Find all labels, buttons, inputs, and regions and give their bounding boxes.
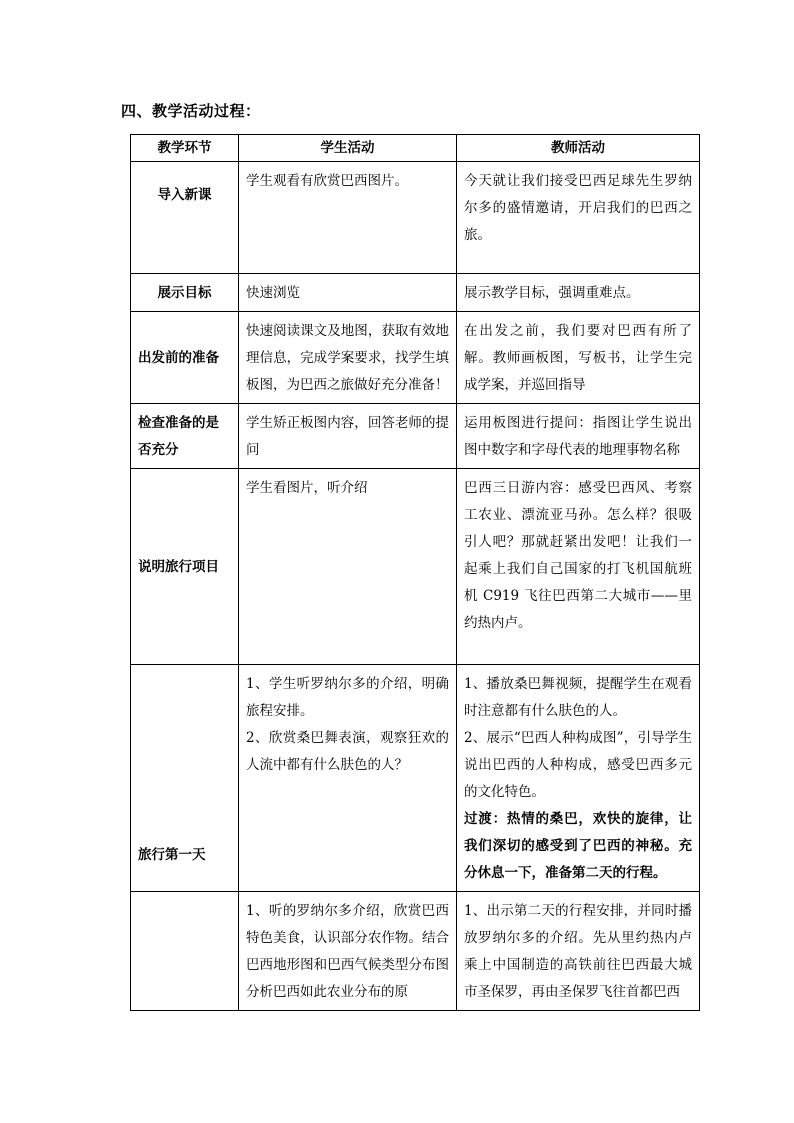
- teacher-activity-text: 今天就让我们接受巴西足球先生罗纳尔多的盛情邀请，开启我们的巴西之旅。: [464, 173, 692, 243]
- student-activity-cell: [239, 469, 457, 665]
- header-student-activity: 学生活动: [239, 135, 457, 162]
- teacher-activity-cell: [457, 274, 700, 312]
- table-row: [131, 665, 700, 892]
- student-activity-text: 2、欣赏桑巴舞表演，观察狂欢的人流中都有什么肤色的人？: [246, 730, 449, 773]
- table-row: [131, 892, 700, 1011]
- stage-cell: 检查准备的是否充分: [131, 404, 239, 469]
- teacher-activity-cell: [457, 162, 700, 274]
- teaching-process-table: [130, 134, 700, 1011]
- teacher-activity-text: 2、展示“巴西人种构成图”，引导学生说出巴西的人种构成，感受巴西多元的文化特色。: [464, 730, 692, 800]
- student-activity-cell: [239, 665, 457, 892]
- stage-cell: 说明旅行项目: [131, 469, 239, 665]
- student-activity-text: 学生看图片，听介绍: [246, 480, 368, 496]
- section-title: 四、教学活动过程：: [121, 102, 261, 120]
- table-row: [131, 312, 700, 404]
- table-row: [131, 404, 700, 469]
- teacher-activity-cell: [457, 404, 700, 469]
- table-row: [131, 162, 700, 274]
- table-header-row: [131, 135, 700, 162]
- stage-cell: 导入新课: [131, 162, 239, 274]
- transition-text: 过渡：热情的桑巴，欢快的旋律，让我们深切的感受到了巴西的神秘。充分休息一下，准备第二天的行程。: [464, 811, 692, 881]
- stage-cell: 展示目标: [131, 274, 239, 312]
- table-row: [131, 274, 700, 312]
- student-activity-text: 学生观看有欣赏巴西图片。: [246, 173, 408, 189]
- teacher-activity-cell: [457, 469, 700, 665]
- student-activity-text: 快速浏览: [246, 285, 300, 301]
- student-activity-text: 1、学生听罗纳尔多的介绍，明确旅程安排。: [246, 676, 449, 719]
- teacher-activity-cell: [457, 312, 700, 404]
- header-stage: 教学环节: [131, 135, 239, 162]
- student-activity-cell: [239, 404, 457, 469]
- stage-cell: 旅行第一天: [131, 665, 239, 892]
- teacher-activity-text: 运用板图进行提问：指图让学生说出图中数字和字母代表的地理事物名称: [464, 415, 692, 458]
- student-activity-cell: [239, 162, 457, 274]
- table-row: [131, 469, 700, 665]
- student-activity-cell: [239, 312, 457, 404]
- header-teacher-activity: 教师活动: [457, 135, 700, 162]
- student-activity-text: 学生矫正板图内容，回答老师的提问: [246, 415, 449, 458]
- teacher-activity-text: 1、出示第二天的行程安排，并同时播放罗纳尔多的介绍。先从里约热内卢乘上中国制造的高铁前往巴西最大城市圣保罗，再由圣保罗飞往首都巴西: [464, 903, 692, 1000]
- student-activity-text: 1、听的罗纳尔多介绍，欣赏巴西特色美食，认识部分农作物。结合巴西地形图和巴西气候类型分布图分析巴西如此农业分布的原: [246, 903, 449, 1000]
- teacher-activity-text: 展示教学目标，强调重难点。: [464, 285, 640, 301]
- teacher-activity-text: 巴西三日游内容：感受巴西风、考察工农业、漂流亚马孙。怎么样？很吸引人吧？那就赶紧出发吧！让我们一起乘上我们自己国家的打飞机国航班机 C919 飞往巴西第二大城市——里约热内卢。: [464, 480, 692, 631]
- teacher-activity-text: 1、播放桑巴舞视频，提醒学生在观看时注意都有什么肤色的人。: [464, 676, 692, 719]
- student-activity-text: 快速阅读课文及地图，获取有效地理信息，完成学案要求，找学生填板图，为巴西之旅做好充分准备！: [246, 323, 449, 393]
- student-activity-cell: [239, 274, 457, 312]
- stage-cell: 出发前的准备: [131, 312, 239, 404]
- student-activity-cell: [239, 892, 457, 1011]
- stage-cell: [131, 892, 239, 1011]
- teacher-activity-cell: [457, 665, 700, 892]
- teacher-activity-text: 在出发之前，我们要对巴西有所了解。教师画板图，写板书，让学生完成学案，并巡回指导: [464, 323, 692, 393]
- teacher-activity-cell: [457, 892, 700, 1011]
